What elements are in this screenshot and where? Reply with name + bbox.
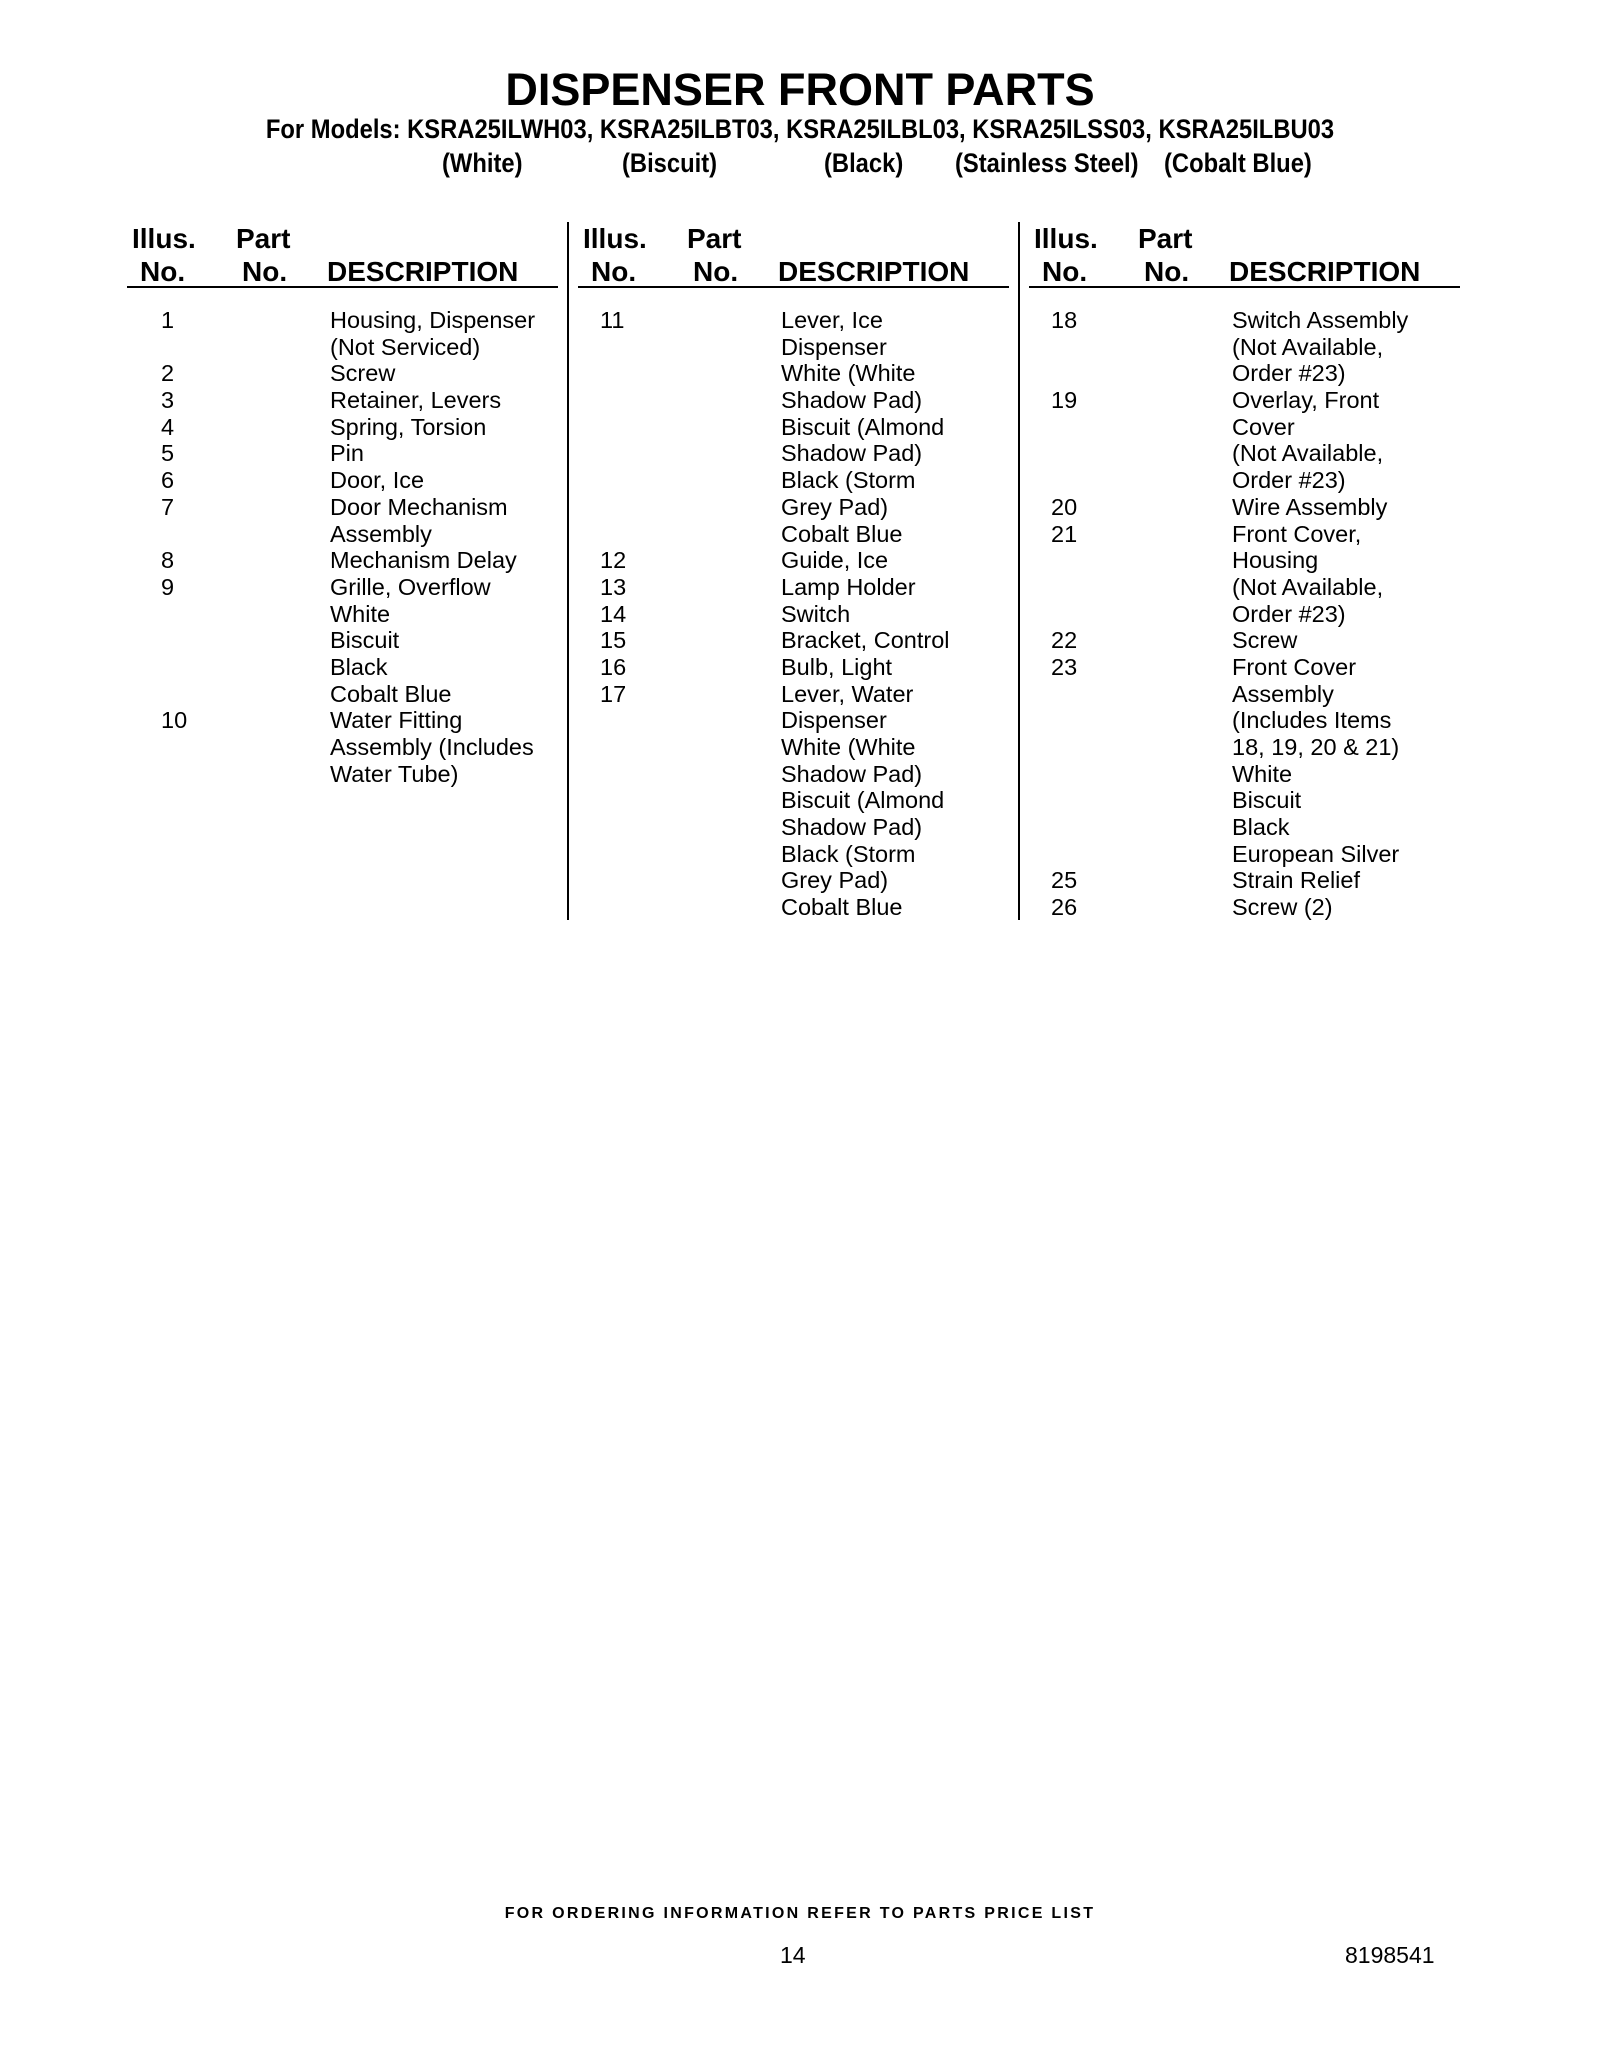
description-header: DESCRIPTION (1229, 256, 1421, 287)
part-header-2: No. (1144, 256, 1190, 287)
part-description: Dispenser (781, 333, 887, 360)
part-description: Overlay, Front (1232, 387, 1380, 414)
part-description: Strain Relief (1232, 867, 1360, 894)
part-description: Front Cover (1232, 653, 1357, 680)
illus-number: 26 (1051, 894, 1078, 921)
part-description: Lever, Ice (781, 307, 883, 333)
part-description: Door, Ice (330, 467, 425, 494)
part-description: Shadow Pad) (781, 387, 923, 414)
part-description: Door Mechanism (330, 493, 508, 520)
part-header-2: No. (242, 256, 288, 287)
illus-number: 16 (600, 653, 627, 680)
illus-number: 6 (161, 467, 175, 494)
part-description: White (White (781, 360, 916, 387)
part-description: Grey Pad) (781, 867, 889, 894)
illus-number: 12 (600, 547, 627, 574)
part-description: Shadow Pad) (781, 760, 923, 787)
page-number: 14 (780, 1942, 806, 1968)
color-label-stainless: (Stainless Steel) (955, 148, 1139, 178)
part-description: Switch (781, 600, 851, 627)
part-description: Biscuit (330, 627, 400, 654)
part-description: Biscuit (Almond (781, 787, 945, 814)
illus-number: 3 (161, 387, 175, 414)
part-description: White (1232, 760, 1293, 787)
illus-number: 2 (161, 360, 175, 387)
illus-number: 7 (161, 493, 175, 520)
part-description: Grey Pad) (781, 493, 889, 520)
ordering-note: FOR ORDERING INFORMATION REFER TO PARTS PRICE LIST (504, 1905, 1096, 1922)
part-description: Bracket, Control (781, 627, 950, 654)
part-description: Wire Assembly (1232, 493, 1388, 520)
illus-number: 4 (161, 413, 175, 440)
part-description: Biscuit (1232, 787, 1302, 814)
part-description: Lamp Holder (781, 573, 916, 600)
part-description: White (330, 600, 391, 627)
illus-header-1: Illus. (1034, 223, 1098, 254)
part-description: Cobalt Blue (781, 894, 903, 921)
part-description: Order #23) (1232, 600, 1346, 627)
description-header: DESCRIPTION (778, 256, 970, 287)
part-description: Water Fitting (330, 707, 463, 734)
color-label-cobalt: (Cobalt Blue) (1164, 148, 1312, 178)
part-description: Lever, Water (781, 680, 914, 707)
part-description: Pin (330, 440, 364, 467)
illus-header-1: Illus. (583, 223, 647, 254)
part-header-1: Part (1138, 223, 1193, 254)
illus-number: 25 (1051, 867, 1078, 894)
part-description: Cobalt Blue (330, 680, 452, 707)
models-line: For Models: KSRA25ILWH03, KSRA25ILBT03, KSRA25ILBL03, KSRA25ILSS03, KSRA25ILBU03 (265, 114, 1335, 144)
part-description: Switch Assembly (1232, 307, 1409, 333)
illus-number: 18 (1051, 307, 1078, 333)
part-description: Screw (2) (1232, 894, 1333, 921)
illus-header-2: No. (1042, 256, 1088, 287)
illus-number: 19 (1051, 387, 1078, 414)
part-description: Screw (1232, 627, 1298, 654)
part-header-1: Part (236, 223, 291, 254)
part-header-1: Part (687, 223, 742, 254)
part-description: Biscuit (Almond (781, 413, 945, 440)
part-description: Housing, Dispenser (330, 307, 536, 333)
part-description: (Not Available, (1232, 573, 1384, 600)
illus-number: 21 (1051, 520, 1078, 547)
page-title: DISPENSER FRONT PARTS (505, 64, 1095, 115)
part-description: Mechanism Delay (330, 547, 517, 574)
part-description: Retainer, Levers (330, 387, 502, 414)
part-description: Front Cover, (1232, 520, 1362, 547)
part-description: Order #23) (1232, 467, 1346, 494)
part-description: (Not Available, (1232, 440, 1384, 467)
illus-number: 9 (161, 573, 175, 600)
part-description: Water Tube) (330, 760, 459, 787)
part-description: White (White (781, 734, 916, 760)
illus-header-2: No. (591, 256, 637, 287)
illus-number: 23 (1051, 653, 1078, 680)
part-description: (Not Serviced) (330, 333, 481, 360)
part-description: Guide, Ice (781, 547, 889, 574)
color-label-biscuit: (Biscuit) (622, 148, 718, 178)
color-label-black: (Black) (824, 148, 904, 178)
part-description: Black (1232, 814, 1290, 841)
part-description: European Silver (1232, 840, 1400, 867)
part-description: Assembly (330, 520, 432, 547)
illus-header-1: Illus. (132, 223, 196, 254)
illus-number: 17 (600, 680, 627, 707)
part-header-2: No. (693, 256, 739, 287)
part-description: Spring, Torsion (330, 413, 487, 440)
part-description: Cover (1232, 413, 1295, 440)
description-header: DESCRIPTION (327, 256, 519, 287)
part-description: Shadow Pad) (781, 440, 923, 467)
illus-number: 10 (161, 707, 188, 734)
part-description: Assembly (Includes (330, 734, 534, 760)
part-description: 18, 19, 20 & 21) (1232, 734, 1400, 760)
illus-number: 8 (161, 547, 175, 574)
illus-number: 14 (600, 600, 627, 627)
part-description: Black (330, 653, 388, 680)
illus-number: 1 (161, 307, 175, 333)
part-description: Cobalt Blue (781, 520, 903, 547)
color-label-white: (White) (442, 148, 523, 178)
illus-number: 13 (600, 573, 627, 600)
part-description: (Not Available, (1232, 333, 1384, 360)
illus-number: 20 (1051, 493, 1078, 520)
illus-number: 22 (1051, 627, 1078, 654)
part-description: Dispenser (781, 707, 887, 734)
part-description: Shadow Pad) (781, 814, 923, 841)
illus-header-2: No. (140, 256, 186, 287)
illus-number: 5 (161, 440, 175, 467)
part-description: Black (Storm (781, 467, 916, 494)
header-rule (1029, 286, 1460, 288)
part-description: Grille, Overflow (330, 573, 491, 600)
part-description: Screw (330, 360, 396, 387)
document-number: 8198541 (1345, 1942, 1435, 1968)
part-description: Housing (1232, 547, 1319, 574)
illus-number: 15 (600, 627, 627, 654)
illus-number: 11 (600, 307, 625, 333)
part-description: (Includes Items (1232, 707, 1392, 734)
part-description: Black (Storm (781, 840, 916, 867)
part-description: Order #23) (1232, 360, 1346, 387)
part-description: Bulb, Light (781, 653, 893, 680)
part-description: Assembly (1232, 680, 1334, 707)
